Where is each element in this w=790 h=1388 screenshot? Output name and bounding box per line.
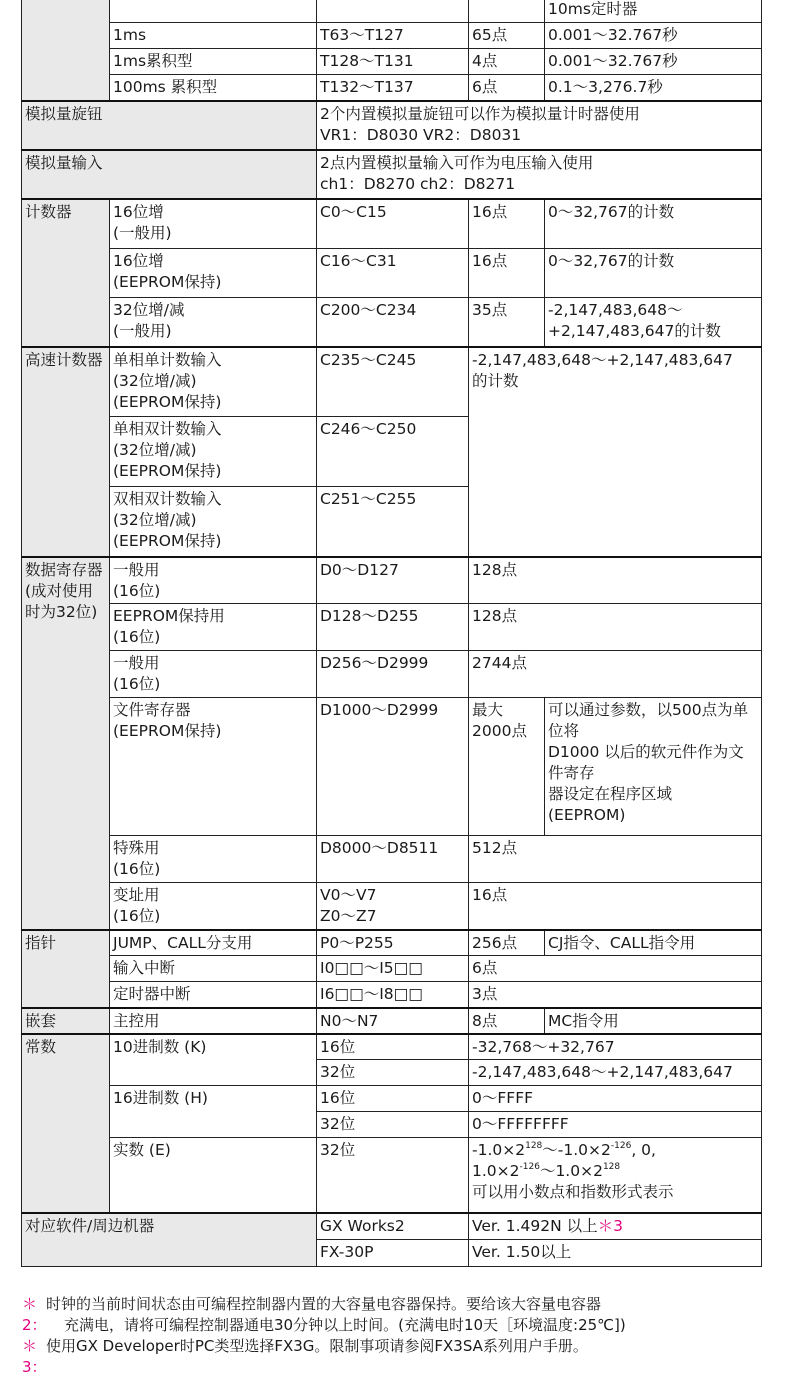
analog-input-label: 模拟量输入: [22, 150, 317, 199]
spec-table: [21, 0, 762, 1267]
table-row: 实数 (E) 32位 $-1.0\times 2^{128}\sim-1.0\times 2^{-126}$, 0, $1.0\times 2^{-126}\sim 1.0\times 2^{128}$ 可以用小数点和指数形式表示: [22, 1138, 762, 1213]
table-row: [22, 101, 762, 150]
table-row: 定时器中断 I6□□～I8□□ 3点: [22, 982, 762, 1008]
table-row: 32位增/减 (一般用) C200～C234 35点 -2,147,483,648～ +2,147,483,647的计数: [22, 298, 762, 347]
analog-input-spec: 2点内置模拟量输入可作为电压输入使用 ch1：D8270 ch2：D8271: [317, 150, 762, 199]
table-row: 单相双计数输入 (32位增/减) (EEPROM保持) C246～C250: [22, 417, 762, 487]
analog-knob-spec: 2个内置模拟量旋钮可以作为模拟量计时器使用 VR1：D8030 VR2：D8031: [317, 101, 762, 150]
table-row: 双相双计数输入 (32位增/减) (EEPROM保持) C251～C255: [22, 487, 762, 557]
table-row: 高速计数器 单相单计数输入 (32位增/减) (EEPROM保持) C235～C245 -2,147,483,648～+2,147,483,647 的计数: [22, 347, 762, 417]
table-row: 32位 0～FFFFFFFF: [22, 1112, 762, 1138]
real-number-spec: $-1.0\times 2^{128}\sim-1.0\times 2^{-126}$, 0, $1.0\times 2^{-126}\sim 1.0\times 2^{128}$ 可以用小数点和指数形式表示: [469, 1138, 762, 1213]
nesting-label: 嵌套: [22, 1008, 110, 1034]
counter-label: 计数器: [22, 199, 110, 347]
footnotes: [22, 1294, 772, 1378]
table-row: 16进制数 (H) 16位 0～FFFF: [22, 1086, 762, 1112]
footnote-2: ＊2： 时钟的当前时间状态由可编程控制器内置的大容量电容器保持。要给该大容量电容器 充满电，请将可编程控制器通电30分钟以上时间。(充满电时10天［环境温度:25℃]): [22, 1295, 626, 1334]
hs-counter-label: 高速计数器: [22, 347, 110, 557]
table-row: 32位 -2,147,483,648～+2,147,483,647: [22, 1060, 762, 1086]
analog-knob-label: 模拟量旋钮: [22, 101, 317, 150]
note-ref-3: ＊3: [597, 1216, 624, 1235]
footnote-3: ＊3： 使用GX Developer时PC类型选择FX3G。限制事项请参阅FX3SA系列用户手册。: [22, 1337, 588, 1376]
timer-label-cell: [22, 0, 110, 101]
table-row: 计数器 16位增 (一般用) C0～C15 16点 0～32,767的计数: [22, 199, 762, 249]
table-row: 常数 10进制数 (K) 16位 -32,768～+32,767: [22, 1034, 762, 1060]
table-row: 对应软件/周边机器 GX Works2 Ver. 1.492N 以上＊3: [22, 1213, 762, 1240]
timer-top-cell: 10ms定时器: [545, 0, 762, 23]
table-row: 特殊用 (16位) D8000～D8511 512点: [22, 836, 762, 883]
table-row: FX-30P Ver. 1.50以上: [22, 1240, 762, 1267]
table-row: [22, 150, 762, 199]
table-row: 输入中断 I0□□～I5□□ 6点: [22, 956, 762, 982]
table-row: 100ms 累积型 T132～T137 6点 0.1～3,276.7秒: [22, 75, 762, 101]
table-row: 数据寄存器 (成对使用时为32位) 一般用 (16位) D0～D127 128点: [22, 557, 762, 604]
table-row: 1ms累积型 T128～T131 4点 0.001～32.767秒: [22, 49, 762, 75]
pointer-label: 指针: [22, 930, 110, 1008]
table-row: 1ms T63～T127 65点 0.001～32.767秒: [22, 23, 762, 49]
hs-counter-spec: -2,147,483,648～+2,147,483,647 的计数: [469, 347, 762, 557]
table-row: 嵌套 主控用 N0～N7 8点 MC指令用: [22, 1008, 762, 1034]
table-row: [22, 0, 762, 23]
software-label: 对应软件/周边机器: [22, 1213, 317, 1267]
table-row: 指针 JUMP、CALL分支用 P0～P255 256点 CJ指令、CALL指令用: [22, 930, 762, 956]
table-row: EEPROM保持用 (16位) D128～D255 128点: [22, 604, 762, 651]
table-row: 一般用 (16位) D256～D2999 2744点: [22, 651, 762, 698]
constant-label: 常数: [22, 1034, 110, 1213]
table-row: 16位增 (EEPROM保持) C16～C31 16点 0～32,767的计数: [22, 249, 762, 298]
data-register-label: 数据寄存器 (成对使用时为32位): [22, 557, 110, 930]
table-row: 文件寄存器 (EEPROM保持) D1000～D2999 最大 2000点 可以通过参数，以500点为单位将 D1000 以后的软元件作为文件寄存 器设定在程序区域 (EEPROM): [22, 698, 762, 836]
table-row: 变址用 (16位) V0～V7 Z0～Z7 16点: [22, 883, 762, 930]
